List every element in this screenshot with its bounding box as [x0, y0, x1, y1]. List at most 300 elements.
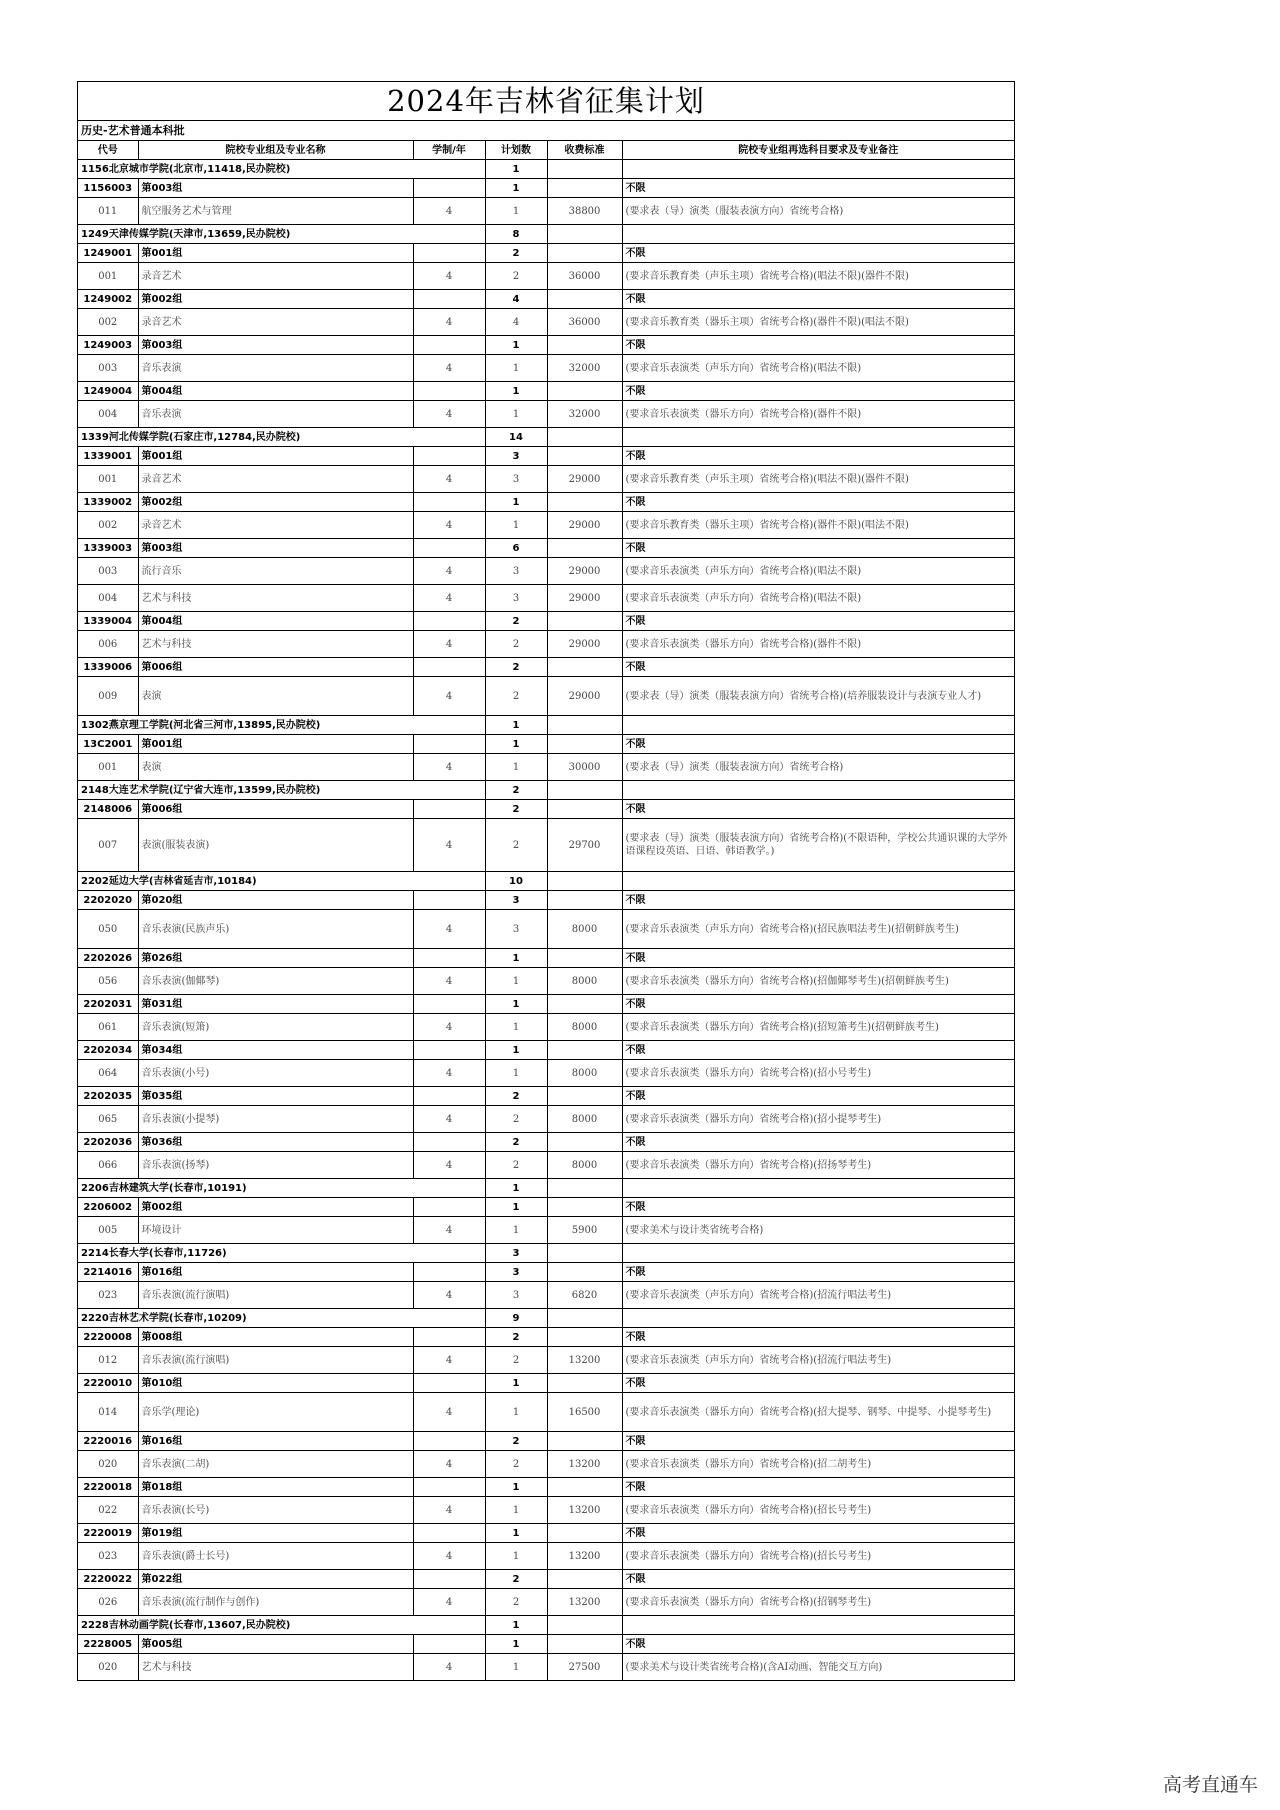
group-row	[78, 658, 1014, 677]
major-years: 4	[413, 558, 485, 585]
major-plan-count: 1	[485, 401, 547, 428]
group-code: 2202031	[78, 995, 138, 1014]
major-row	[78, 1106, 1014, 1133]
major-remarks: (要求美术与设计类省统考合格)(含AI动画、智能交互方向)	[622, 1654, 1014, 1681]
major-row	[78, 819, 1014, 872]
school-plan-count: 10	[485, 872, 547, 891]
major-name: 录音艺术	[138, 512, 413, 539]
group-name: 第002组	[138, 290, 413, 309]
group-fee	[547, 290, 622, 309]
major-years: 4	[413, 1347, 485, 1374]
major-fee: 13200	[547, 1497, 622, 1524]
major-remarks: (要求音乐表演类（器乐方向）省统考合格)(器件不限)	[622, 401, 1014, 428]
group-name: 第034组	[138, 1041, 413, 1060]
major-row	[78, 309, 1014, 336]
group-code: 1249004	[78, 382, 138, 401]
group-fee	[547, 1524, 622, 1543]
group-remarks: 不限	[622, 800, 1014, 819]
group-name: 第018组	[138, 1478, 413, 1497]
major-fee: 29000	[547, 585, 622, 612]
school-row	[78, 872, 1014, 891]
group-years	[413, 1133, 485, 1152]
group-row	[78, 1635, 1014, 1654]
group-years	[413, 290, 485, 309]
group-row	[78, 1198, 1014, 1217]
major-remarks: (要求音乐表演类（器乐方向）省统考合格)(招扬琴考生)	[622, 1152, 1014, 1179]
school-plan-count: 2	[485, 781, 547, 800]
group-fee	[547, 336, 622, 355]
major-name: 音乐表演	[138, 355, 413, 382]
group-years	[413, 612, 485, 631]
major-name: 音乐表演	[138, 401, 413, 428]
group-years	[413, 1328, 485, 1347]
group-row	[78, 612, 1014, 631]
major-name: 环境设计	[138, 1217, 413, 1244]
group-years	[413, 1570, 485, 1589]
major-code: 012	[78, 1347, 138, 1374]
major-name: 音乐表演(扬琴)	[138, 1152, 413, 1179]
group-years	[413, 995, 485, 1014]
group-fee	[547, 1432, 622, 1451]
major-remarks: (要求音乐表演类（器乐方向）省统考合格)(招短箫考生)(招朝鲜族考生)	[622, 1014, 1014, 1041]
major-code: 065	[78, 1106, 138, 1133]
group-remarks: 不限	[622, 1087, 1014, 1106]
major-plan-count: 1	[485, 1014, 547, 1041]
batch-label: 历史-艺术普通本科批	[78, 121, 1014, 141]
major-remarks: (要求音乐表演类（器乐方向）省统考合格)(招二胡考生)	[622, 1451, 1014, 1478]
major-name: 录音艺术	[138, 466, 413, 493]
group-remarks: 不限	[622, 1635, 1014, 1654]
school-plan-count: 14	[485, 428, 547, 447]
major-row	[78, 401, 1014, 428]
major-name: 艺术与科技	[138, 631, 413, 658]
major-name: 音乐表演(二胡)	[138, 1451, 413, 1478]
group-fee	[547, 735, 622, 754]
group-name: 第003组	[138, 336, 413, 355]
major-row	[78, 754, 1014, 781]
group-row	[78, 539, 1014, 558]
major-fee: 29000	[547, 558, 622, 585]
group-name: 第004组	[138, 612, 413, 631]
group-fee	[547, 891, 622, 910]
major-plan-count: 3	[485, 1282, 547, 1309]
group-plan-count: 1	[485, 1041, 547, 1060]
header-fee: 收费标准	[547, 141, 622, 160]
plan-table	[78, 141, 1014, 1680]
group-plan-count: 1	[485, 1478, 547, 1497]
major-fee: 32000	[547, 401, 622, 428]
major-plan-count: 1	[485, 355, 547, 382]
major-remarks: (要求音乐表演类（器乐方向）省统考合格)(招长号考生)	[622, 1543, 1014, 1570]
group-name: 第016组	[138, 1432, 413, 1451]
major-name: 表演	[138, 677, 413, 716]
group-row	[78, 1263, 1014, 1282]
group-plan-count: 4	[485, 290, 547, 309]
group-code: 2214016	[78, 1263, 138, 1282]
major-code: 014	[78, 1393, 138, 1432]
major-row	[78, 1543, 1014, 1570]
group-row	[78, 1374, 1014, 1393]
group-years	[413, 1374, 485, 1393]
major-plan-count: 1	[485, 1217, 547, 1244]
group-name: 第004组	[138, 382, 413, 401]
major-years: 4	[413, 1497, 485, 1524]
major-fee: 36000	[547, 309, 622, 336]
major-name: 音乐表演(民族声乐)	[138, 910, 413, 949]
major-plan-count: 3	[485, 466, 547, 493]
major-years: 4	[413, 309, 485, 336]
major-plan-count: 1	[485, 968, 547, 995]
major-years: 4	[413, 585, 485, 612]
major-name: 音乐表演(长号)	[138, 1497, 413, 1524]
major-code: 023	[78, 1543, 138, 1570]
group-code: 1339001	[78, 447, 138, 466]
major-code: 001	[78, 466, 138, 493]
major-fee: 30000	[547, 754, 622, 781]
header-years: 学制/年	[413, 141, 485, 160]
group-years	[413, 382, 485, 401]
group-remarks: 不限	[622, 493, 1014, 512]
major-row	[78, 558, 1014, 585]
group-row	[78, 800, 1014, 819]
group-name: 第031组	[138, 995, 413, 1014]
school-name: 1156北京城市学院(北京市,11418,民办院校)	[78, 160, 485, 179]
major-remarks: (要求美术与设计类省统考合格)	[622, 1217, 1014, 1244]
group-code: 1339002	[78, 493, 138, 512]
major-remarks: (要求音乐表演类（器乐方向）省统考合格)(招小号考生)	[622, 1060, 1014, 1087]
group-plan-count: 2	[485, 1328, 547, 1347]
major-row	[78, 466, 1014, 493]
group-fee	[547, 244, 622, 263]
major-code: 064	[78, 1060, 138, 1087]
group-code: 1156003	[78, 179, 138, 198]
group-code: 1249003	[78, 336, 138, 355]
group-remarks: 不限	[622, 1374, 1014, 1393]
major-code: 004	[78, 585, 138, 612]
major-years: 4	[413, 512, 485, 539]
major-name: 录音艺术	[138, 309, 413, 336]
empty-cell	[547, 1179, 622, 1198]
group-code: 13C2001	[78, 735, 138, 754]
group-row	[78, 949, 1014, 968]
major-remarks: (要求音乐表演类（器乐方向）省统考合格)(招钢琴考生)	[622, 1589, 1014, 1616]
group-plan-count: 3	[485, 1263, 547, 1282]
empty-cell	[622, 872, 1014, 891]
major-fee: 13200	[547, 1543, 622, 1570]
major-name: 音乐表演(流行演唱)	[138, 1347, 413, 1374]
major-fee: 29700	[547, 819, 622, 872]
major-plan-count: 4	[485, 309, 547, 336]
group-years	[413, 1263, 485, 1282]
group-fee	[547, 179, 622, 198]
group-plan-count: 1	[485, 735, 547, 754]
group-years	[413, 1524, 485, 1543]
group-fee	[547, 1374, 622, 1393]
group-plan-count: 2	[485, 1570, 547, 1589]
major-years: 4	[413, 677, 485, 716]
major-name: 表演	[138, 754, 413, 781]
major-plan-count: 2	[485, 677, 547, 716]
major-fee: 13200	[547, 1347, 622, 1374]
major-years: 4	[413, 466, 485, 493]
major-code: 023	[78, 1282, 138, 1309]
group-remarks: 不限	[622, 1041, 1014, 1060]
group-row	[78, 179, 1014, 198]
major-row	[78, 585, 1014, 612]
major-plan-count: 2	[485, 1589, 547, 1616]
major-plan-count: 1	[485, 1393, 547, 1432]
major-years: 4	[413, 1451, 485, 1478]
group-name: 第003组	[138, 539, 413, 558]
group-plan-count: 2	[485, 658, 547, 677]
major-fee: 29000	[547, 512, 622, 539]
major-name: 音乐表演(流行演唱)	[138, 1282, 413, 1309]
major-years: 4	[413, 401, 485, 428]
major-years: 4	[413, 1282, 485, 1309]
school-row	[78, 1616, 1014, 1635]
major-fee: 29000	[547, 631, 622, 658]
group-code: 2228005	[78, 1635, 138, 1654]
group-years	[413, 1635, 485, 1654]
group-years	[413, 244, 485, 263]
major-remarks: (要求音乐表演类（器乐方向）省统考合格)(招伽倻琴考生)(招朝鲜族考生)	[622, 968, 1014, 995]
major-fee: 8000	[547, 1060, 622, 1087]
major-plan-count: 3	[485, 558, 547, 585]
major-code: 009	[78, 677, 138, 716]
group-row	[78, 735, 1014, 754]
group-code: 2220016	[78, 1432, 138, 1451]
school-row	[78, 428, 1014, 447]
group-code: 2220018	[78, 1478, 138, 1497]
group-row	[78, 891, 1014, 910]
major-years: 4	[413, 1060, 485, 1087]
major-remarks: (要求音乐表演类（声乐方向）省统考合格)(招流行唱法考生)	[622, 1347, 1014, 1374]
header-plan-count: 计划数	[485, 141, 547, 160]
major-remarks: (要求表（导）演类（服装表演方向）省统考合格)(培养服装设计与表演专业人才)	[622, 677, 1014, 716]
group-years	[413, 891, 485, 910]
group-plan-count: 2	[485, 244, 547, 263]
major-plan-count: 1	[485, 754, 547, 781]
major-row	[78, 1060, 1014, 1087]
major-code: 020	[78, 1451, 138, 1478]
group-remarks: 不限	[622, 382, 1014, 401]
major-name: 艺术与科技	[138, 1654, 413, 1681]
empty-cell	[622, 1309, 1014, 1328]
group-fee	[547, 658, 622, 677]
group-years	[413, 1432, 485, 1451]
group-fee	[547, 1041, 622, 1060]
major-code: 007	[78, 819, 138, 872]
group-remarks: 不限	[622, 949, 1014, 968]
group-name: 第001组	[138, 244, 413, 263]
major-years: 4	[413, 631, 485, 658]
school-row	[78, 1244, 1014, 1263]
major-plan-count: 2	[485, 1152, 547, 1179]
group-code: 2202035	[78, 1087, 138, 1106]
major-fee: 6820	[547, 1282, 622, 1309]
major-code: 026	[78, 1589, 138, 1616]
school-plan-count: 1	[485, 1616, 547, 1635]
group-plan-count: 3	[485, 447, 547, 466]
major-row	[78, 1014, 1014, 1041]
group-years	[413, 493, 485, 512]
major-code: 002	[78, 309, 138, 336]
group-plan-count: 3	[485, 891, 547, 910]
group-fee	[547, 1635, 622, 1654]
school-name: 2148大连艺术学院(辽宁省大连市,13599,民办院校)	[78, 781, 485, 800]
group-code: 2206002	[78, 1198, 138, 1217]
major-remarks: (要求音乐表演类（声乐方向）省统考合格)(唱法不限)	[622, 558, 1014, 585]
group-plan-count: 1	[485, 995, 547, 1014]
group-fee	[547, 493, 622, 512]
major-code: 066	[78, 1152, 138, 1179]
empty-cell	[547, 428, 622, 447]
group-name: 第022组	[138, 1570, 413, 1589]
group-remarks: 不限	[622, 735, 1014, 754]
major-years: 4	[413, 1152, 485, 1179]
major-name: 航空服务艺术与管理	[138, 198, 413, 225]
group-remarks: 不限	[622, 995, 1014, 1014]
group-fee	[547, 382, 622, 401]
school-plan-count: 1	[485, 1179, 547, 1198]
major-remarks: (要求音乐表演类（器乐方向）省统考合格)(招小提琴考生)	[622, 1106, 1014, 1133]
group-remarks: 不限	[622, 1524, 1014, 1543]
empty-cell	[547, 1244, 622, 1263]
empty-cell	[622, 781, 1014, 800]
group-code: 1339006	[78, 658, 138, 677]
major-remarks: (要求表（导）演类（服装表演方向）省统考合格)	[622, 198, 1014, 225]
major-plan-count: 3	[485, 585, 547, 612]
group-code: 2220022	[78, 1570, 138, 1589]
major-plan-count: 2	[485, 819, 547, 872]
group-code: 2202036	[78, 1133, 138, 1152]
group-years	[413, 800, 485, 819]
group-remarks: 不限	[622, 1570, 1014, 1589]
group-remarks: 不限	[622, 244, 1014, 263]
empty-cell	[547, 225, 622, 244]
school-name: 2206吉林建筑大学(长春市,10191)	[78, 1179, 485, 1198]
major-row	[78, 1497, 1014, 1524]
group-row	[78, 1133, 1014, 1152]
table-header-row	[78, 141, 1014, 160]
major-row	[78, 1654, 1014, 1681]
major-fee: 8000	[547, 1152, 622, 1179]
school-name: 2202延边大学(吉林省延吉市,10184)	[78, 872, 485, 891]
major-fee: 13200	[547, 1589, 622, 1616]
group-name: 第036组	[138, 1133, 413, 1152]
major-plan-count: 3	[485, 910, 547, 949]
group-fee	[547, 1087, 622, 1106]
group-fee	[547, 1263, 622, 1282]
group-years	[413, 336, 485, 355]
major-plan-count: 1	[485, 1497, 547, 1524]
major-row	[78, 512, 1014, 539]
group-plan-count: 1	[485, 1524, 547, 1543]
group-name: 第006组	[138, 800, 413, 819]
group-remarks: 不限	[622, 290, 1014, 309]
school-row	[78, 225, 1014, 244]
major-fee: 8000	[547, 1106, 622, 1133]
group-code: 2202020	[78, 891, 138, 910]
empty-cell	[547, 781, 622, 800]
major-fee: 36000	[547, 263, 622, 290]
major-fee: 5900	[547, 1217, 622, 1244]
major-remarks: (要求音乐表演类（器乐方向）省统考合格)(招长号考生)	[622, 1497, 1014, 1524]
major-row	[78, 1152, 1014, 1179]
group-plan-count: 1	[485, 382, 547, 401]
group-remarks: 不限	[622, 1263, 1014, 1282]
major-name: 表演(服装表演)	[138, 819, 413, 872]
group-plan-count: 1	[485, 336, 547, 355]
major-remarks: (要求表（导）演类（服装表演方向）省统考合格)	[622, 754, 1014, 781]
school-name: 1302燕京理工学院(河北省三河市,13895,民办院校)	[78, 716, 485, 735]
major-row	[78, 1589, 1014, 1616]
major-row	[78, 910, 1014, 949]
group-row	[78, 493, 1014, 512]
major-remarks: (要求音乐教育类（声乐主项）省统考合格)(唱法不限)(器件不限)	[622, 466, 1014, 493]
major-years: 4	[413, 198, 485, 225]
group-years	[413, 949, 485, 968]
major-years: 4	[413, 263, 485, 290]
major-years: 4	[413, 1014, 485, 1041]
empty-cell	[547, 160, 622, 179]
major-plan-count: 1	[485, 1654, 547, 1681]
major-fee: 8000	[547, 910, 622, 949]
group-name: 第003组	[138, 179, 413, 198]
group-row	[78, 1570, 1014, 1589]
group-fee	[547, 800, 622, 819]
group-plan-count: 2	[485, 800, 547, 819]
group-plan-count: 2	[485, 1133, 547, 1152]
group-years	[413, 1198, 485, 1217]
group-remarks: 不限	[622, 539, 1014, 558]
school-plan-count: 1	[485, 716, 547, 735]
major-row	[78, 1217, 1014, 1244]
major-remarks: (要求表（导）演类（服装表演方向）省统考合格)(不限语种，学校公共通识课的大学外语课程设英语、日语、韩语教学。)	[622, 819, 1014, 872]
major-plan-count: 2	[485, 1106, 547, 1133]
empty-cell	[622, 225, 1014, 244]
school-name: 2220吉林艺术学院(长春市,10209)	[78, 1309, 485, 1328]
plan-sheet	[77, 81, 1015, 1681]
major-years: 4	[413, 1589, 485, 1616]
group-name: 第006组	[138, 658, 413, 677]
group-fee	[547, 995, 622, 1014]
group-name: 第020组	[138, 891, 413, 910]
major-code: 020	[78, 1654, 138, 1681]
group-fee	[547, 447, 622, 466]
group-code: 2202026	[78, 949, 138, 968]
group-code: 1249001	[78, 244, 138, 263]
major-plan-count: 1	[485, 1060, 547, 1087]
major-name: 音乐表演(流行制作与创作)	[138, 1589, 413, 1616]
group-name: 第002组	[138, 1198, 413, 1217]
group-code: 1339004	[78, 612, 138, 631]
group-code: 2220010	[78, 1374, 138, 1393]
group-plan-count: 1	[485, 949, 547, 968]
group-name: 第026组	[138, 949, 413, 968]
group-row	[78, 244, 1014, 263]
group-plan-count: 1	[485, 1198, 547, 1217]
group-name: 第019组	[138, 1524, 413, 1543]
group-fee	[547, 1570, 622, 1589]
major-remarks: (要求音乐表演类（器乐方向）省统考合格)(器件不限)	[622, 631, 1014, 658]
major-fee: 8000	[547, 1014, 622, 1041]
group-code: 1339003	[78, 539, 138, 558]
major-fee: 8000	[547, 968, 622, 995]
major-remarks: (要求音乐表演类（声乐方向）省统考合格)(唱法不限)	[622, 355, 1014, 382]
group-plan-count: 1	[485, 179, 547, 198]
group-name: 第005组	[138, 1635, 413, 1654]
